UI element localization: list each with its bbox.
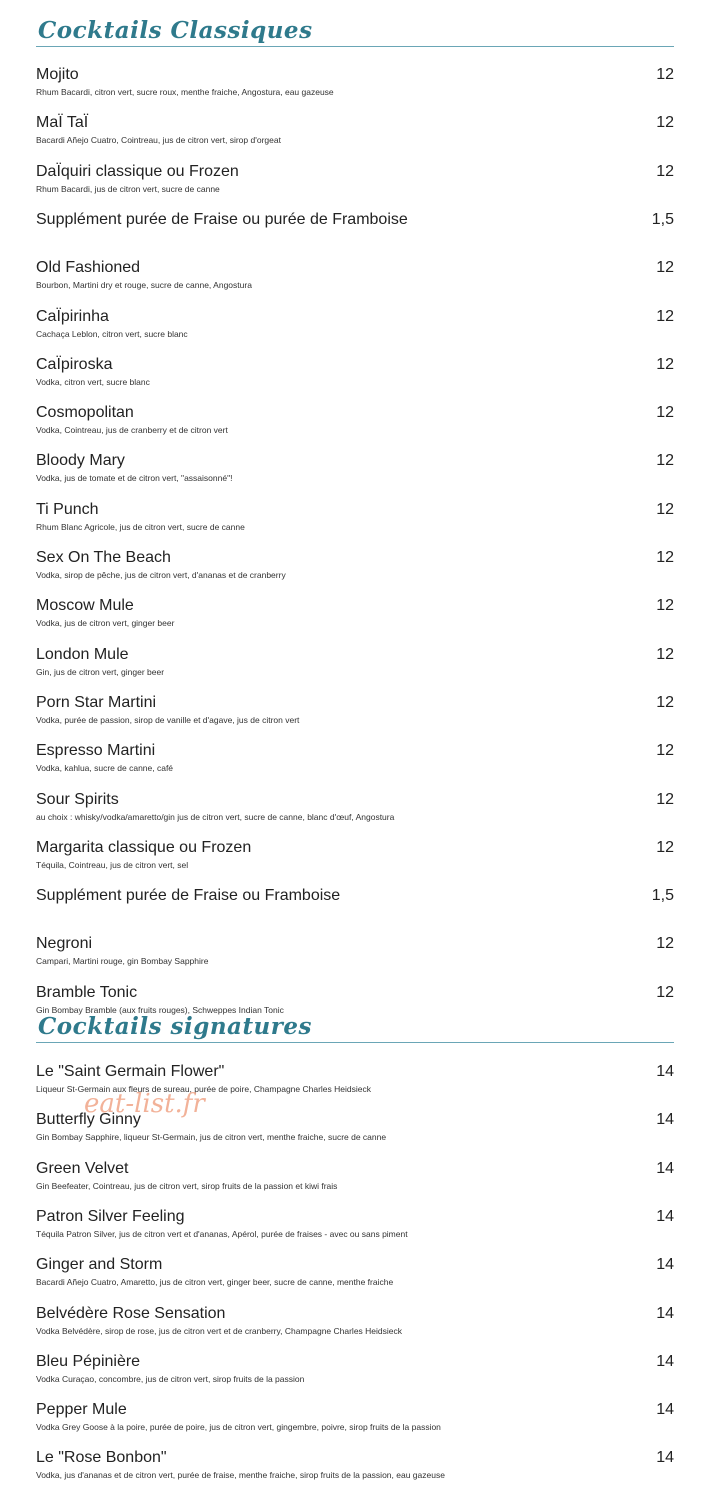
item-name: Butterfly Ginny <box>36 1111 141 1129</box>
item-description: Vodka Belvédère, sirop de rose, jus de citron vert et de cranberry, Champagne Charles Heidsieck <box>36 1325 403 1336</box>
item-price: 12 <box>656 114 674 132</box>
item-description: Rhum Bacardi, jus de citron vert, sucre de canne <box>36 183 220 194</box>
section-title: Cocktails signatures <box>36 1012 674 1043</box>
item-description: Vodka, purée de passion, sirop de vanille et d'agave, jus de citron vert <box>36 714 300 725</box>
item-name: Bramble Tonic <box>36 983 138 1001</box>
item-description: Téquila, Cointreau, jus de citron vert, sel <box>36 859 189 870</box>
menu-item <box>36 500 674 542</box>
menu-item <box>36 1352 674 1394</box>
item-description: Vodka, citron vert, sucre blanc <box>36 376 150 387</box>
item-name: Ginger and Storm <box>36 1256 163 1274</box>
menu-item <box>36 1304 674 1346</box>
item-name: Le "Rose Bonbon" <box>36 1449 167 1467</box>
menu-item <box>36 1400 674 1442</box>
menu-item <box>36 355 674 397</box>
item-name: Moscow Mule <box>36 597 134 615</box>
menu-item <box>36 162 674 204</box>
item-price: 1,5 <box>651 210 674 228</box>
menu-item <box>36 258 674 300</box>
item-price: 12 <box>656 500 674 518</box>
menu-item <box>36 548 674 590</box>
item-price: 12 <box>656 404 674 422</box>
item-name: CaÏpiroska <box>36 355 113 373</box>
item-price: 1,5 <box>651 887 674 905</box>
item-description: Vodka, Cointreau, jus de cranberry et de citron vert <box>36 425 228 436</box>
section-title: Cocktails Classiques <box>36 16 674 47</box>
item-price: 12 <box>656 162 674 180</box>
item-name: DaÏquiri classique ou Frozen <box>36 162 239 180</box>
item-price: 14 <box>656 1401 674 1419</box>
item-name: Supplément purée de Fraise ou purée de Framboise <box>36 210 408 228</box>
item-name: Bleu Pépinière <box>36 1352 141 1370</box>
item-description: Liqueur St-Germain aux fleurs de sureau, purée de poire, Champagne Charles Heidsieck <box>36 1084 371 1094</box>
item-name: Old Fashioned <box>36 259 141 277</box>
item-price: 14 <box>656 1256 674 1274</box>
item-price: 12 <box>656 838 674 856</box>
item-price: 12 <box>656 983 674 1001</box>
item-description: Gin, jus de citron vert, ginger beer <box>36 666 165 677</box>
menu-item <box>36 1110 674 1152</box>
item-price: 14 <box>656 1063 674 1080</box>
menu-item <box>36 1255 674 1297</box>
item-description: Vodka, jus de tomate et de citron vert, "assaisonné"! <box>36 473 233 484</box>
item-price: 12 <box>656 935 674 953</box>
item-name: MaÏ TaÏ <box>36 114 89 132</box>
item-name: Supplément purée de Fraise ou Framboise <box>36 887 341 905</box>
menu-item <box>36 596 674 638</box>
item-name: Le "Saint Germain Flower" <box>36 1063 225 1080</box>
item-price: 12 <box>656 645 674 663</box>
item-description: Vodka Curaçao, concombre, jus de citron vert, sirop fruits de la passion <box>36 1373 305 1384</box>
item-price: 12 <box>656 742 674 760</box>
item-name: Ti Punch <box>36 500 99 518</box>
menu-item <box>36 1062 674 1104</box>
menu-item <box>36 403 674 445</box>
menu-item <box>36 645 674 687</box>
item-name: London Mule <box>36 645 129 663</box>
item-price: 14 <box>656 1352 674 1370</box>
item-price: 14 <box>656 1111 674 1129</box>
item-name: Mojito <box>36 66 79 83</box>
item-name: Belvédère Rose Sensation <box>36 1304 226 1322</box>
watermark: eat-list.fr <box>84 1089 205 1119</box>
menu-item <box>36 886 674 928</box>
item-price: 12 <box>656 307 674 325</box>
item-name: Espresso Martini <box>36 742 156 760</box>
item-price: 14 <box>656 1207 674 1225</box>
item-description: Vodka, kahlua, sucre de canne, café <box>36 763 174 774</box>
menu-item <box>36 693 674 735</box>
item-price: 12 <box>656 66 674 83</box>
item-price: 12 <box>656 597 674 615</box>
item-description: Gin Bombay Sapphire, liqueur St-Germain, jus de citron vert, menthe fraiche, sucre de canne <box>36 1132 387 1143</box>
item-description: Bacardi Añejo Cuatro, Amaretto, jus de citron vert, ginger beer, sucre de canne, menthe fraiche <box>36 1277 394 1288</box>
item-description: Bacardi Añejo Cuatro, Cointreau, jus de citron vert, sirop d'orgeat <box>36 135 281 146</box>
item-price: 14 <box>656 1159 674 1177</box>
menu-item <box>36 790 674 832</box>
item-description: Vodka Grey Goose à la poire, purée de poire, jus de citron vert, gingembre, poivre, sirop fruits de la passion <box>36 1422 441 1433</box>
section-classiques <box>36 16 674 1015</box>
item-name: Bloody Mary <box>36 452 125 470</box>
item-price: 12 <box>656 549 674 566</box>
item-price: 12 <box>656 355 674 373</box>
menu-item <box>36 1159 674 1201</box>
menu-item <box>36 741 674 783</box>
menu-item <box>36 65 674 107</box>
item-price: 14 <box>656 1304 674 1322</box>
item-description: Téquila Patron Silver, jus de citron vert et d'ananas, Apérol, purée de fraises - avec ou sans piment <box>36 1228 408 1239</box>
menu-item <box>36 113 674 155</box>
menu-item <box>36 210 674 252</box>
menu-item <box>36 1207 674 1249</box>
item-name: Patron Silver Feeling <box>36 1207 185 1225</box>
item-description: Vodka, jus de citron vert, ginger beer <box>36 618 175 629</box>
item-price: 12 <box>656 452 674 470</box>
item-description: au choix : whisky/vodka/amaretto/gin jus de citron vert, sucre de canne, blanc d'œuf, Angostura <box>36 811 395 822</box>
item-name: Sour Spirits <box>36 790 119 808</box>
menu-item <box>36 1448 674 1490</box>
menu-item <box>36 307 674 349</box>
item-description: Gin Beefeater, Cointreau, jus de citron vert, sirop fruits de la passion et kiwi frais <box>36 1180 338 1191</box>
item-name: Cosmopolitan <box>36 404 134 422</box>
item-name: CaÏpirinha <box>36 307 109 325</box>
menu-item <box>36 934 674 976</box>
item-price: 12 <box>656 790 674 808</box>
item-description: Cachaça Leblon, citron vert, sucre blanc <box>36 328 188 339</box>
menu-item <box>36 451 674 493</box>
item-description: Campari, Martini rouge, gin Bombay Sapphire <box>36 956 209 967</box>
item-name: Green Velvet <box>36 1159 129 1177</box>
item-name: Porn Star Martini <box>36 693 157 711</box>
item-description: Vodka, sirop de pêche, jus de citron vert, d'ananas et de cranberry <box>36 570 286 580</box>
item-description: Bourbon, Martini dry et rouge, sucre de canne, Angostura <box>36 280 252 291</box>
item-name: Pepper Mule <box>36 1401 127 1419</box>
item-price: 14 <box>656 1449 674 1467</box>
item-price: 12 <box>656 259 674 277</box>
item-description: Rhum Blanc Agricole, jus de citron vert, sucre de canne <box>36 521 245 532</box>
item-description: Vodka, jus d'ananas et de citron vert, purée de fraise, menthe fraiche, sirop fruits de la passion, eau gazeuse <box>36 1470 445 1481</box>
item-description: Rhum Bacardi, citron vert, sucre roux, menthe fraiche, Angostura, eau gazeuse <box>36 87 334 97</box>
item-name: Sex On The Beach <box>36 549 171 566</box>
item-name: Margarita classique ou Frozen <box>36 838 252 856</box>
item-description: Gin Bombay Bramble (aux fruits rouges), Schweppes Indian Tonic <box>36 1004 284 1015</box>
item-price: 12 <box>656 693 674 711</box>
item-name: Negroni <box>36 935 93 953</box>
menu-item <box>36 838 674 880</box>
